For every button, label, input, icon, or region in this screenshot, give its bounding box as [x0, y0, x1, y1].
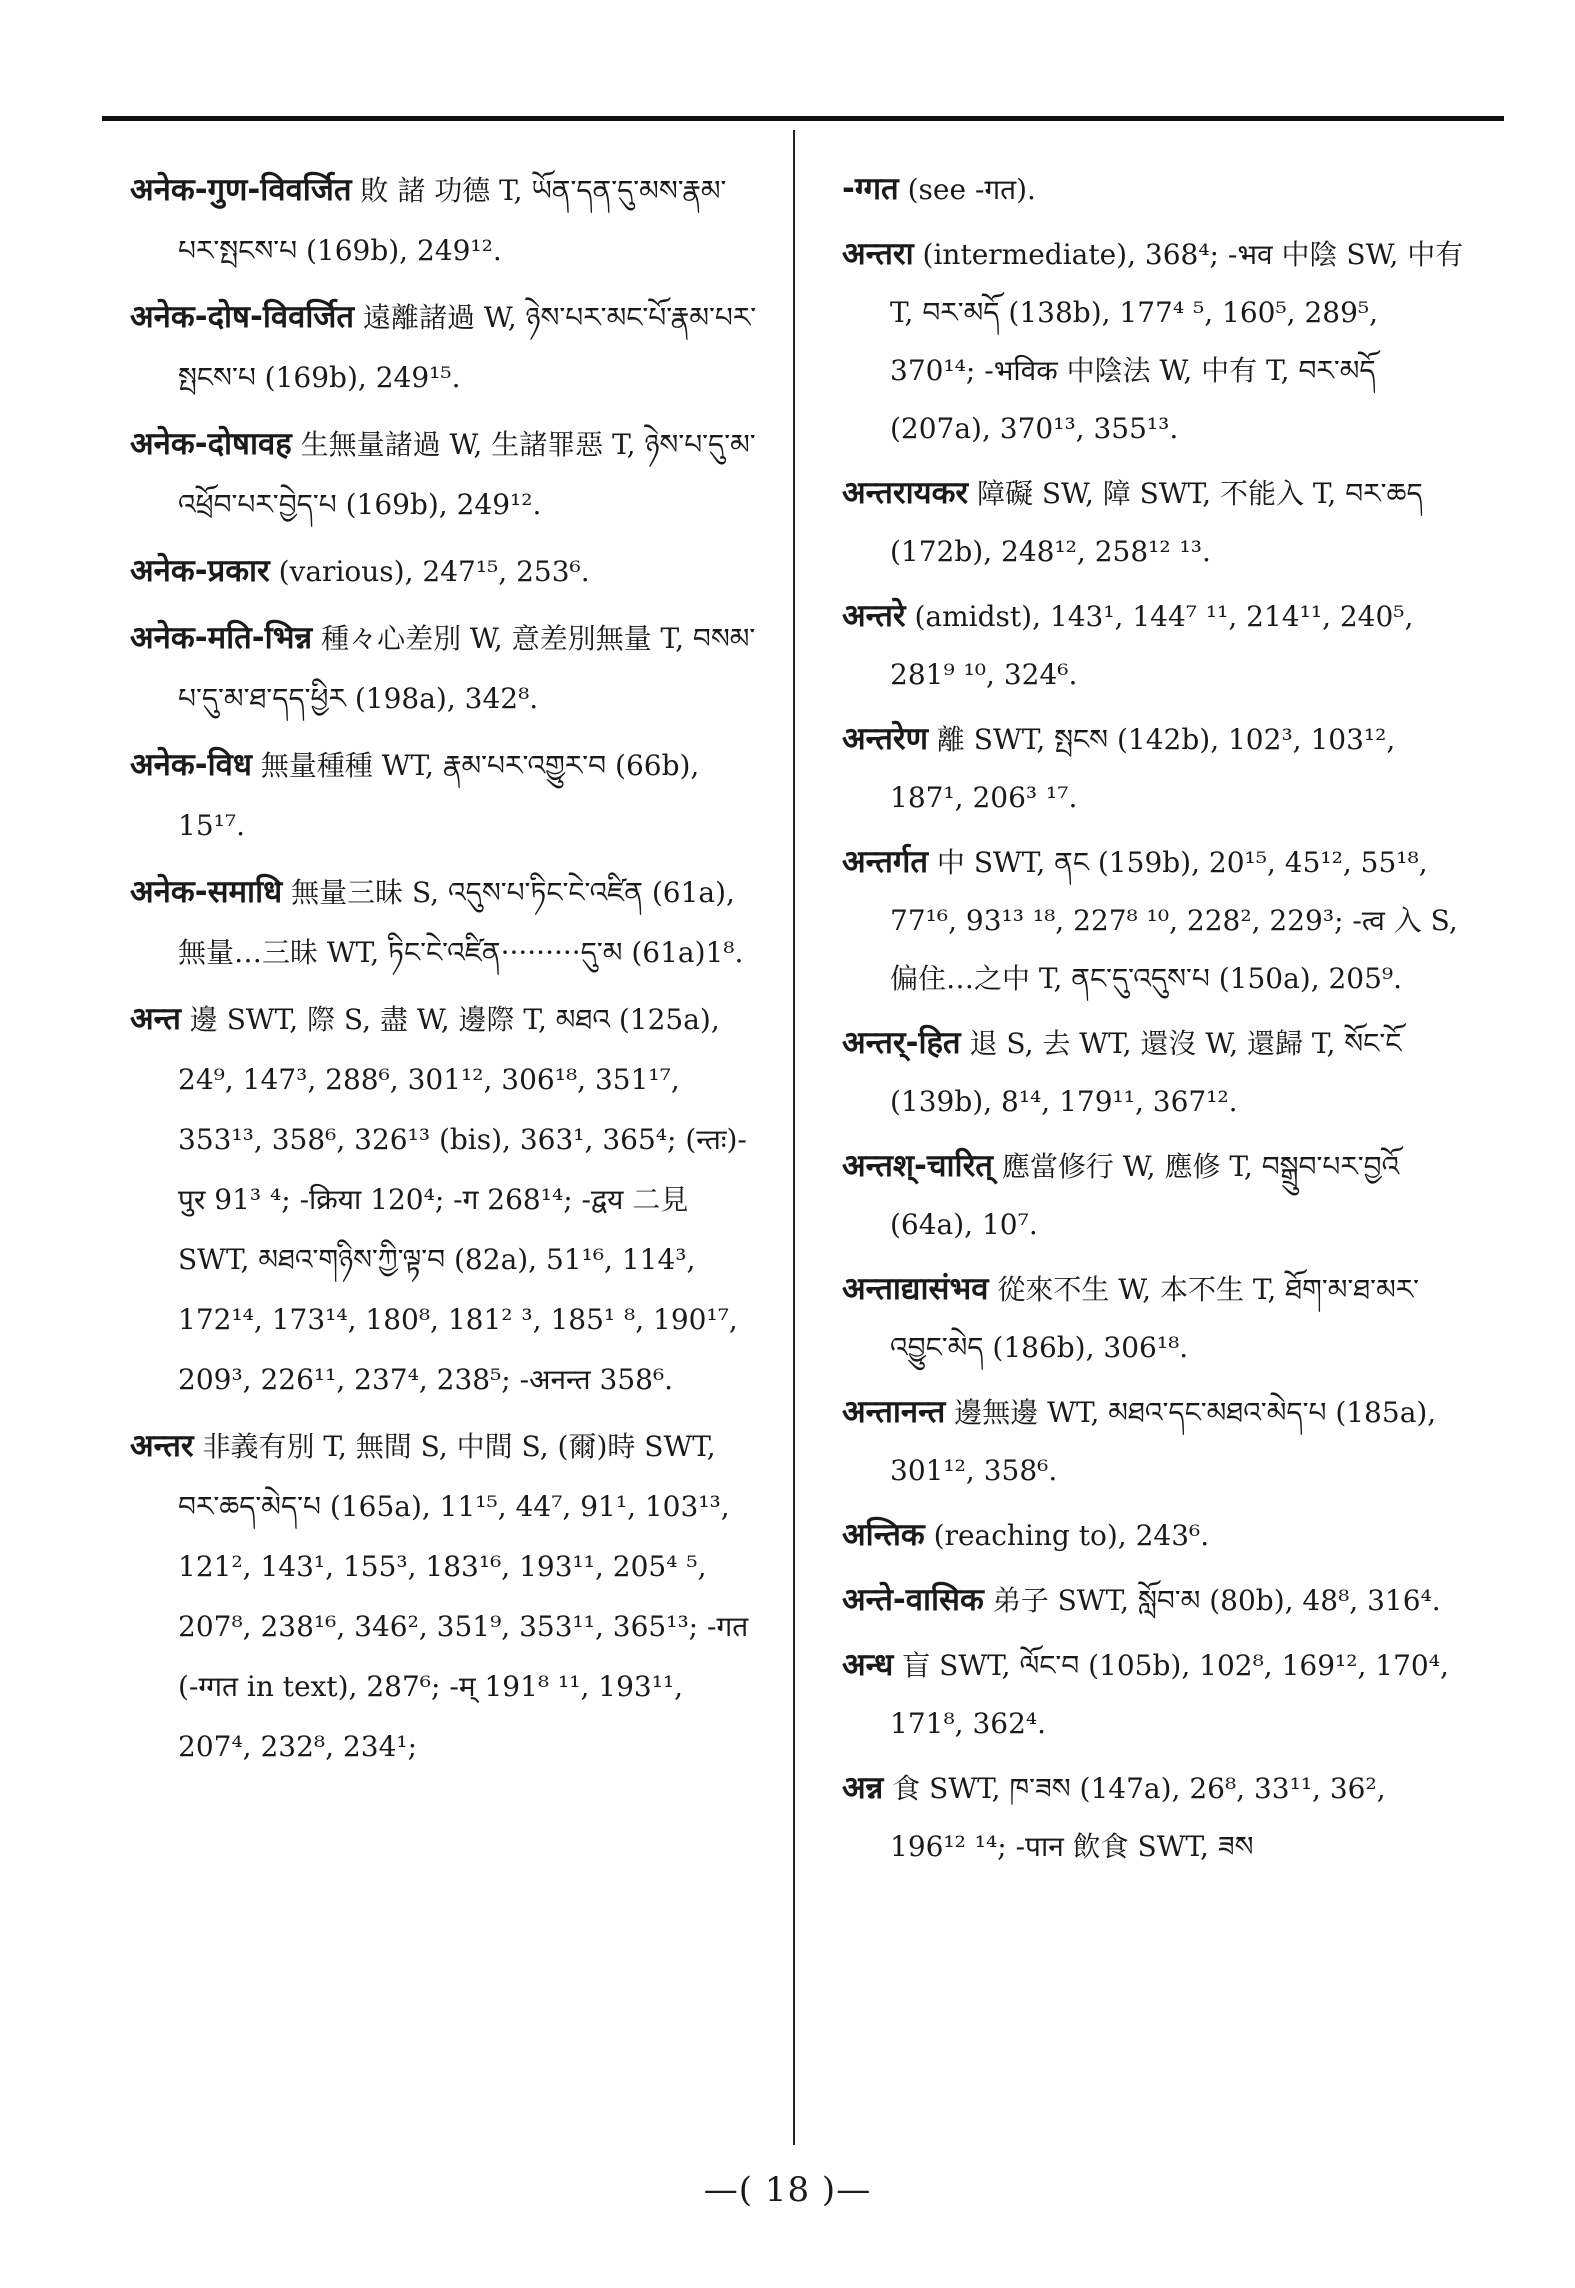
entry-text: 中 SWT, ནང (159b), 20¹⁵, 45¹², 55¹⁸, 77¹⁶, 93¹³ ¹⁸, 227⁸ ¹⁰, 228², 229³; -त्व 入 S, 偏住…之中 T, ནང་དུ་འདུས་པ (150a), 205⁹. — [890, 846, 1458, 995]
dictionary-entry — [130, 608, 758, 729]
dictionary-entry — [842, 1571, 1470, 1630]
entry-text: 邊無邊 WT, མཐའ་དང་མཐའ་མེད་པ (185a), 301¹², 358⁶. — [890, 1396, 1437, 1487]
dictionary-entry — [842, 1636, 1470, 1753]
dictionary-entry — [130, 1416, 758, 1777]
entry-headword: अन्ध — [842, 1647, 894, 1683]
entry-text: 種々心差別 W, 意差別無量 T, བསམ་པ་དུ་མ་ཐ་དད་ཕྱིར (198a), 342⁸. — [178, 622, 756, 715]
entry-headword: अनेक-गुण-विवर्जित — [130, 172, 352, 208]
dictionary-entry — [130, 414, 758, 535]
dictionary-entry — [842, 1137, 1470, 1254]
entry-text: 應當修行 W, 應修 T, བསྒྲུབ་པར་བྱའོ (64a), 10⁷. — [890, 1150, 1400, 1241]
entry-text: 無量三昧 S, འདུས་པ་ཏིང་ངེ་འཛིན (61a), 無量…三昧 WT, ཏིང་ངེ་འཛིན·········དུ་མ (61a)1⁸. — [178, 876, 744, 969]
entry-headword: अन्ताद्यासंभव — [842, 1271, 989, 1307]
entry-text: (amidst), 143¹, 144⁷ ¹¹, 214¹¹, 240⁵, 281⁹ ¹⁰, 324⁶. — [890, 600, 1414, 691]
entry-headword: अनेक-मति-भिन्न — [130, 620, 313, 656]
page-number: —( 18 )— — [703, 2170, 872, 2210]
dictionary-entry — [842, 1014, 1470, 1131]
left-column — [130, 160, 758, 1783]
dictionary-entry — [130, 989, 758, 1410]
right-column — [842, 160, 1470, 1882]
entry-text: 無量種種 WT, རྣམ་པར་འགྱུར་བ (66b), 15¹⁷. — [178, 749, 700, 842]
entry-headword: अन्तानन्त — [842, 1394, 946, 1430]
dictionary-entry — [842, 1260, 1470, 1377]
entry-headword: अन्तरायकर — [842, 475, 969, 511]
dictionary-entry — [130, 160, 758, 281]
column-divider — [793, 130, 795, 2145]
entry-headword: अन्तर्-हित — [842, 1025, 961, 1061]
entry-headword: -ग्गत — [842, 171, 899, 207]
entry-headword: अन्न — [842, 1770, 884, 1806]
entry-text: 邊 SWT, 際 S, 盡 W, 邊際 T, མཐའ (125a), 24⁹, 147³, 288⁶, 301¹², 306¹⁸, 351¹⁷, 353¹³, 358⁶, 326¹³ (bis), 363¹, 365⁴; (न्तः)-पुर 91³ ⁴; -क्रिया 120⁴; -ग 268¹⁴; -द्वय 二見 SWT, མཐའ་གཉིས་ཀྱི་ལྟ་བ (82a), 51¹⁶, 114³, 172¹⁴, 173¹⁴, 180⁸, 181² ³, 185¹ ⁸, 190¹⁷, 209³, 226¹¹, 237⁴, 238⁵; -अनन्त 358⁶. — [178, 1003, 747, 1396]
dictionary-entry — [842, 160, 1470, 219]
entry-text: (intermediate), 368⁴; -भव 中陰 SW, 中有 T, བར་མདོ (138b), 177⁴ ⁵, 160⁵, 289⁵, 370¹⁴; -भविक 中陰法 W, 中有 T, བར་མདོ (207a), 370¹³, 355¹³. — [890, 238, 1464, 445]
entry-headword: अनेक-प्रकार — [130, 553, 270, 589]
entry-headword: अन्तरा — [842, 236, 914, 272]
entry-headword: अन्तश्-चारित् — [842, 1148, 993, 1184]
entry-headword: अन्ते-वासिक — [842, 1582, 984, 1618]
dictionary-entry — [842, 587, 1470, 704]
entry-headword: अन्तर — [130, 1428, 194, 1464]
entry-headword: अनेक-दोष-विवर्जित — [130, 299, 355, 335]
entry-text: 遠離諸過 W, ཉེས་པར་མང་པོ་རྣམ་པར་སྤངས་པ (169b), 249¹⁵. — [178, 301, 757, 394]
dictionary-entry — [842, 464, 1470, 581]
dictionary-entry — [130, 862, 758, 983]
entry-headword: अन्तिक — [842, 1517, 925, 1553]
dictionary-entry — [130, 287, 758, 408]
entry-text: 離 SWT, སྤངས (142b), 102³, 103¹², 187¹, 206³ ¹⁷. — [890, 723, 1396, 814]
entry-text: 盲 SWT, ལོང་བ (105b), 102⁸, 169¹², 170⁴, 171⁸, 362⁴. — [890, 1649, 1449, 1740]
entry-headword: अन्तर्गत — [842, 844, 929, 880]
entry-text: 弟子 SWT, སློབ་མ (80b), 48⁸, 316⁴. — [983, 1584, 1441, 1617]
dictionary-entry — [842, 1759, 1470, 1876]
entry-text: (see -गत). — [898, 173, 1036, 206]
entry-headword: अनेक-समाधि — [130, 874, 283, 910]
entry-headword: अनेक-दोषावह — [130, 426, 292, 462]
entry-headword: अन्त — [130, 1001, 181, 1037]
dictionary-entry — [842, 225, 1470, 458]
dictionary-entry — [130, 735, 758, 856]
entry-headword: अन्तरे — [842, 598, 906, 634]
dictionary-entry — [842, 710, 1470, 827]
entry-text: 障礙 SW, 障 SWT, 不能入 T, བར་ཆད (172b), 248¹², 258¹² ¹³. — [890, 477, 1423, 568]
entry-text: 從來不生 W, 本不生 T, ཐོག་མ་ཐ་མར་འབྱུང་མེད (186b), 306¹⁸. — [890, 1273, 1420, 1364]
top-rule — [102, 116, 1504, 121]
dictionary-entry — [842, 1383, 1470, 1500]
entry-text: 非義有別 T, 無間 S, 中間 S, (爾)時 SWT, བར་ཆད་མེད་པ (165a), 11¹⁵, 44⁷, 91¹, 103¹³, 121², 143¹, 155³, 183¹⁶, 193¹¹, 205⁴ ⁵, 207⁸, 238¹⁶, 346², 351⁹, 353¹¹, 365¹³; -गत (-ग्गत in text), 287⁶; -म् 191⁸ ¹¹, 193¹¹, 207⁴, 232⁸, 234¹; — [178, 1430, 749, 1763]
entry-headword: अनेक-विध — [130, 747, 252, 783]
dictionary-entry — [842, 833, 1470, 1008]
entry-text: 生無量諸過 W, 生諸罪惡 T, ཉེས་པ་དུ་མ་འཕྲོབ་པར་བྱེད་པ (169b), 249¹². — [178, 428, 756, 521]
entry-headword: अन्तरेण — [842, 721, 928, 757]
dictionary-entry — [842, 1506, 1470, 1565]
entry-text: (reaching to), 243⁶. — [924, 1519, 1210, 1552]
entry-text: 食 SWT, ཁ་ཟས (147a), 26⁸, 33¹¹, 36², 196¹² ¹⁴; -पान 飲食 SWT, ཟས — [883, 1772, 1386, 1863]
entry-text: 退 S, 去 WT, 還沒 W, 還歸 T, སོང་ངོ (139b), 8¹⁴, 179¹¹, 367¹². — [890, 1027, 1402, 1118]
entry-text: 敗 諸 功德 T, ཡོན་དན་དུ་མས་རྣམ་པར་སྤངས་པ (169b), 249¹². — [178, 174, 727, 267]
dictionary-entry — [130, 541, 758, 602]
entry-text: (various), 247¹⁵, 253⁶. — [269, 555, 590, 588]
